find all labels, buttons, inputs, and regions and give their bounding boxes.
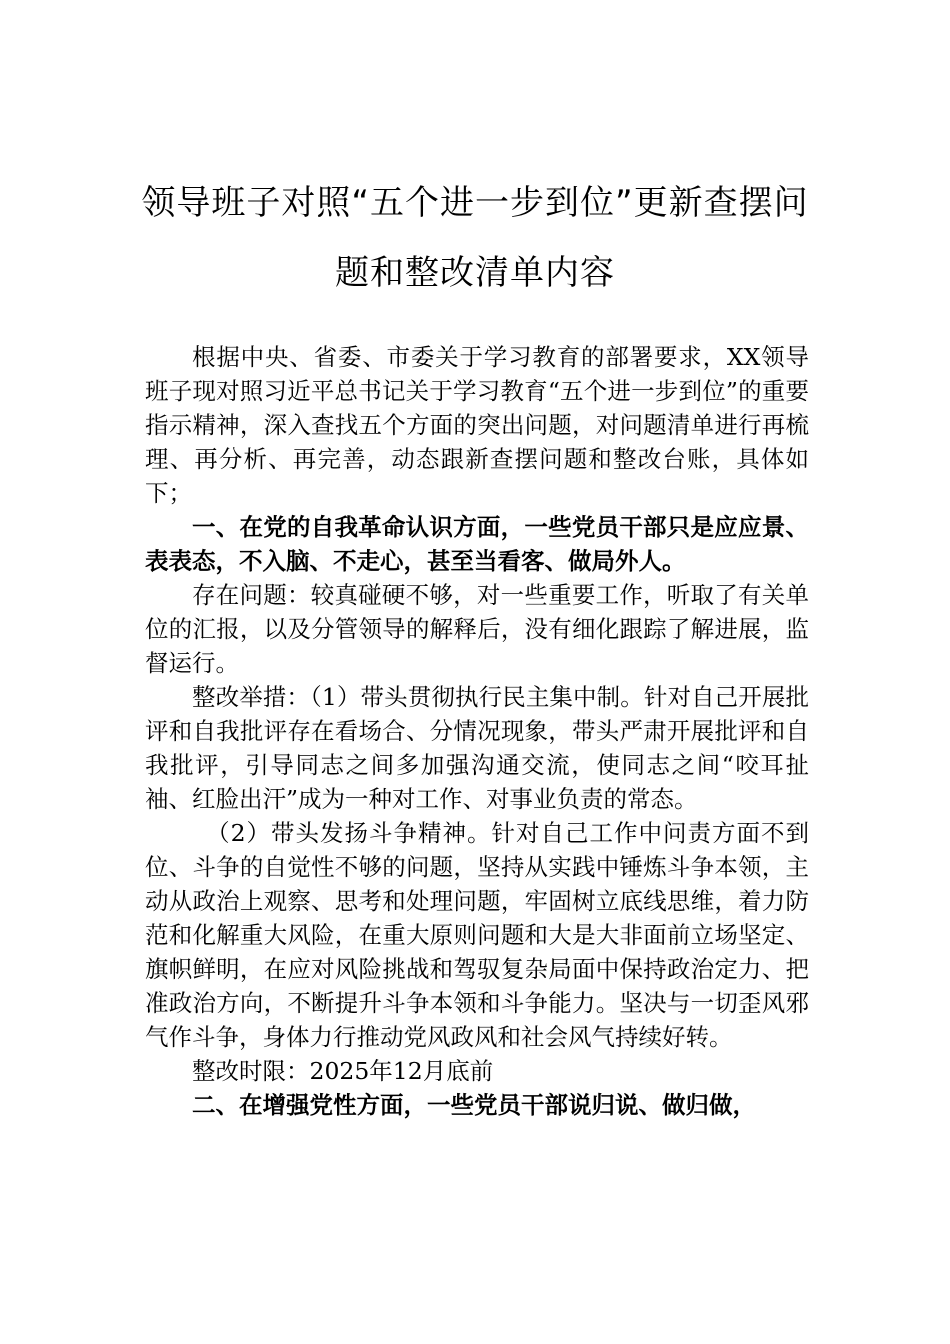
deadline-paragraph: 整改时限：2025年12月底前	[192, 1057, 494, 1085]
document-body	[145, 340, 809, 1122]
problem-paragraph: 存在问题：较真碰硬不够，对一些重要工作，听取了有关单位的汇报，以及分管领导的解释后，没有细化跟踪了解进展，监督运行。	[145, 581, 809, 677]
measures-paragraph-2: （2）带头发扬斗争精神。针对自己工作中问责方面不到位、斗争的自觉性不够的问题，坚持从实践中锤炼斗争本领，主动从政治上观察、思考和处理问题，牢固树立底线思维，着力防范和化解重大风险，在重大原则问题和大是大非面前立场坚定、旗帜鲜明，在应对风险挑战和驾驭复杂局面中保持政治定力、把准政治方向，不断提升斗争本领和斗争能力。坚决与一切歪风邪气作斗争，身体力行推动党风政风和社会风气持续好转。	[145, 819, 809, 1051]
section-heading-2: 二、在增强党性方面，一些党员干部说归说、做归做，	[192, 1091, 756, 1119]
intro-paragraph: 根据中央、省委、市委关于学习教育的部署要求，XX领导班子现对照习近平总书记关于学习教育“五个进一步到位”的重要指示精神，深入查找五个方面的突出问题，对问题清单进行再梳理、再分析、再完善，动态跟新查摆问题和整改台账，具体如下；	[145, 343, 809, 507]
measures-paragraph-1: 整改举措：（1）带头贯彻执行民主集中制。针对自己开展批评和自我批评存在看场合、分情况现象，带头严肃开展批评和自我批评，引导同志之间多加强沟通交流，使同志之间“咬耳扯袖、红脸出汗”成为一种对工作、对事业负责的常态。	[145, 683, 809, 813]
section-heading-1: 一、在党的自我革命认识方面，一些党员干部只是应应景、表表态，不入脑、不走心，甚至当看客、做局外人。	[145, 513, 809, 575]
document-title: 领导班子对照“五个进一步到位”更新查摆问题和整改清单内容	[141, 183, 809, 293]
